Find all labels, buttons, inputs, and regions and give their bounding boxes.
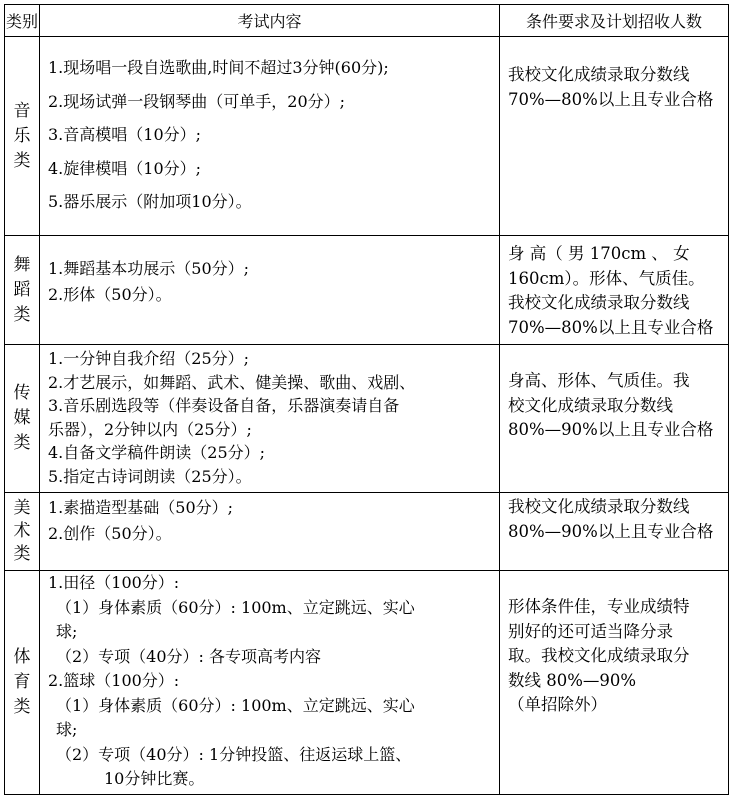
content-line: 5.器乐展示（附加项10分）。 [48, 192, 252, 211]
content-line: 2.篮球（100分）: [48, 671, 180, 690]
requirements-cell [500, 37, 729, 236]
header-content: 考试内容 [40, 5, 500, 37]
requirement-line: 160cm）。形体、气质佳。 [508, 268, 705, 288]
content-line: 1.舞蹈基本功展示（50分）; [48, 259, 250, 278]
content-line: 3.音乐剧选段等（伴奏设备自备，乐器演奏请自备 [48, 396, 400, 415]
content-line: 4.旋律模唱（10分）; [48, 158, 202, 178]
content-line: 2.现场试弹一段钢琴曲（可单手，20分）; [48, 91, 346, 111]
requirement-line: 我校文化成绩录取分数线 [508, 497, 690, 516]
content-line: 5.指定古诗词朗读（25分）。 [48, 466, 252, 486]
header-category: 类别 [5, 5, 40, 37]
content-line: 1.现场唱一段自选歌曲,时间不超过3分钟(60分); [48, 58, 389, 77]
content-line: （2）专项（40分）: 1分钟投篮、往返运球上篮、 [56, 744, 412, 764]
content-line: 乐器），2分钟以内（25分）; [48, 419, 252, 439]
requirement-line: 别好的还可适当降分录 [508, 621, 673, 641]
category-cell: 传 媒 类 [5, 345, 40, 493]
requirement-line: 我校文化成绩录取分数线 [508, 65, 690, 84]
content-cell [40, 493, 500, 571]
requirement-line: 身 高（ 男 170cm 、 女 [508, 244, 690, 263]
table-row-sports [5, 571, 729, 795]
requirements-cell [500, 493, 729, 571]
requirement-line: 70%—80%以上且专业合格 [508, 317, 714, 337]
content-line: 3.音高模唱（10分）; [48, 125, 202, 144]
category-cell: 舞 蹈 类 [5, 236, 40, 345]
content-cell [40, 571, 500, 795]
content-line: 球; [56, 720, 78, 739]
category-cell: 体 育 类 [5, 571, 40, 795]
content-line: （2）专项（40分）: 各专项高考内容 [56, 646, 322, 666]
table-row-media [5, 345, 729, 493]
table-row-fine-arts [5, 493, 729, 571]
requirements-cell [500, 345, 729, 493]
content-cell [40, 37, 500, 236]
requirement-line: 70%—80%以上且专业合格 [508, 89, 714, 109]
requirement-line: （单招除外） [508, 695, 607, 714]
requirement-line: 数线 80%—90% [508, 670, 637, 690]
content-line: 球; [56, 622, 78, 641]
content-line: 1.一分钟自我介绍（25分）; [48, 349, 250, 368]
requirement-line: 80%—90%以上且专业合格 [508, 521, 714, 541]
content-line: 4.自备文学稿件朗读（25分）; [48, 443, 266, 462]
content-line: 2.创作（50分）。 [48, 524, 172, 543]
table-row-music [5, 37, 729, 236]
content-line: （1）身体素质（60分）: 100m、立定跳远、实心 [56, 597, 415, 617]
requirements-cell [500, 571, 729, 795]
requirement-line: 形体条件佳，专业成绩特 [508, 597, 690, 616]
content-line: 1.素描造型基础（50分）; [48, 498, 234, 517]
content-line: 10分钟比赛。 [104, 769, 205, 788]
requirement-line: 80%—90%以上且专业合格 [508, 420, 714, 439]
admission-requirements-table [4, 4, 729, 795]
requirement-line: 取。我校文化成绩录取分 [508, 646, 690, 665]
requirement-line: 我校文化成绩录取分数线 [508, 293, 690, 312]
requirements-cell [500, 236, 729, 345]
header-requirements: 条件要求及计划招收人数 [500, 5, 729, 37]
table-header-row [5, 5, 729, 37]
category-cell: 音 乐 类 [5, 37, 40, 236]
table-row-dance [5, 236, 729, 345]
content-cell [40, 345, 500, 493]
requirement-line: 身高、形体、气质佳。我 [508, 371, 690, 390]
content-cell [40, 236, 500, 345]
requirement-line: 校文化成绩录取分数线 [508, 395, 673, 415]
content-line: 2.形体（50分）。 [48, 285, 172, 304]
content-line: 2.才艺展示，如舞蹈、武术、健美操、歌曲、戏剧、 [48, 372, 416, 392]
content-line: 1.田径（100分）: [48, 573, 180, 592]
category-cell: 美 术 类 [5, 493, 40, 571]
content-line: （1）身体素质（60分）: 100m、立定跳远、实心 [56, 695, 415, 715]
